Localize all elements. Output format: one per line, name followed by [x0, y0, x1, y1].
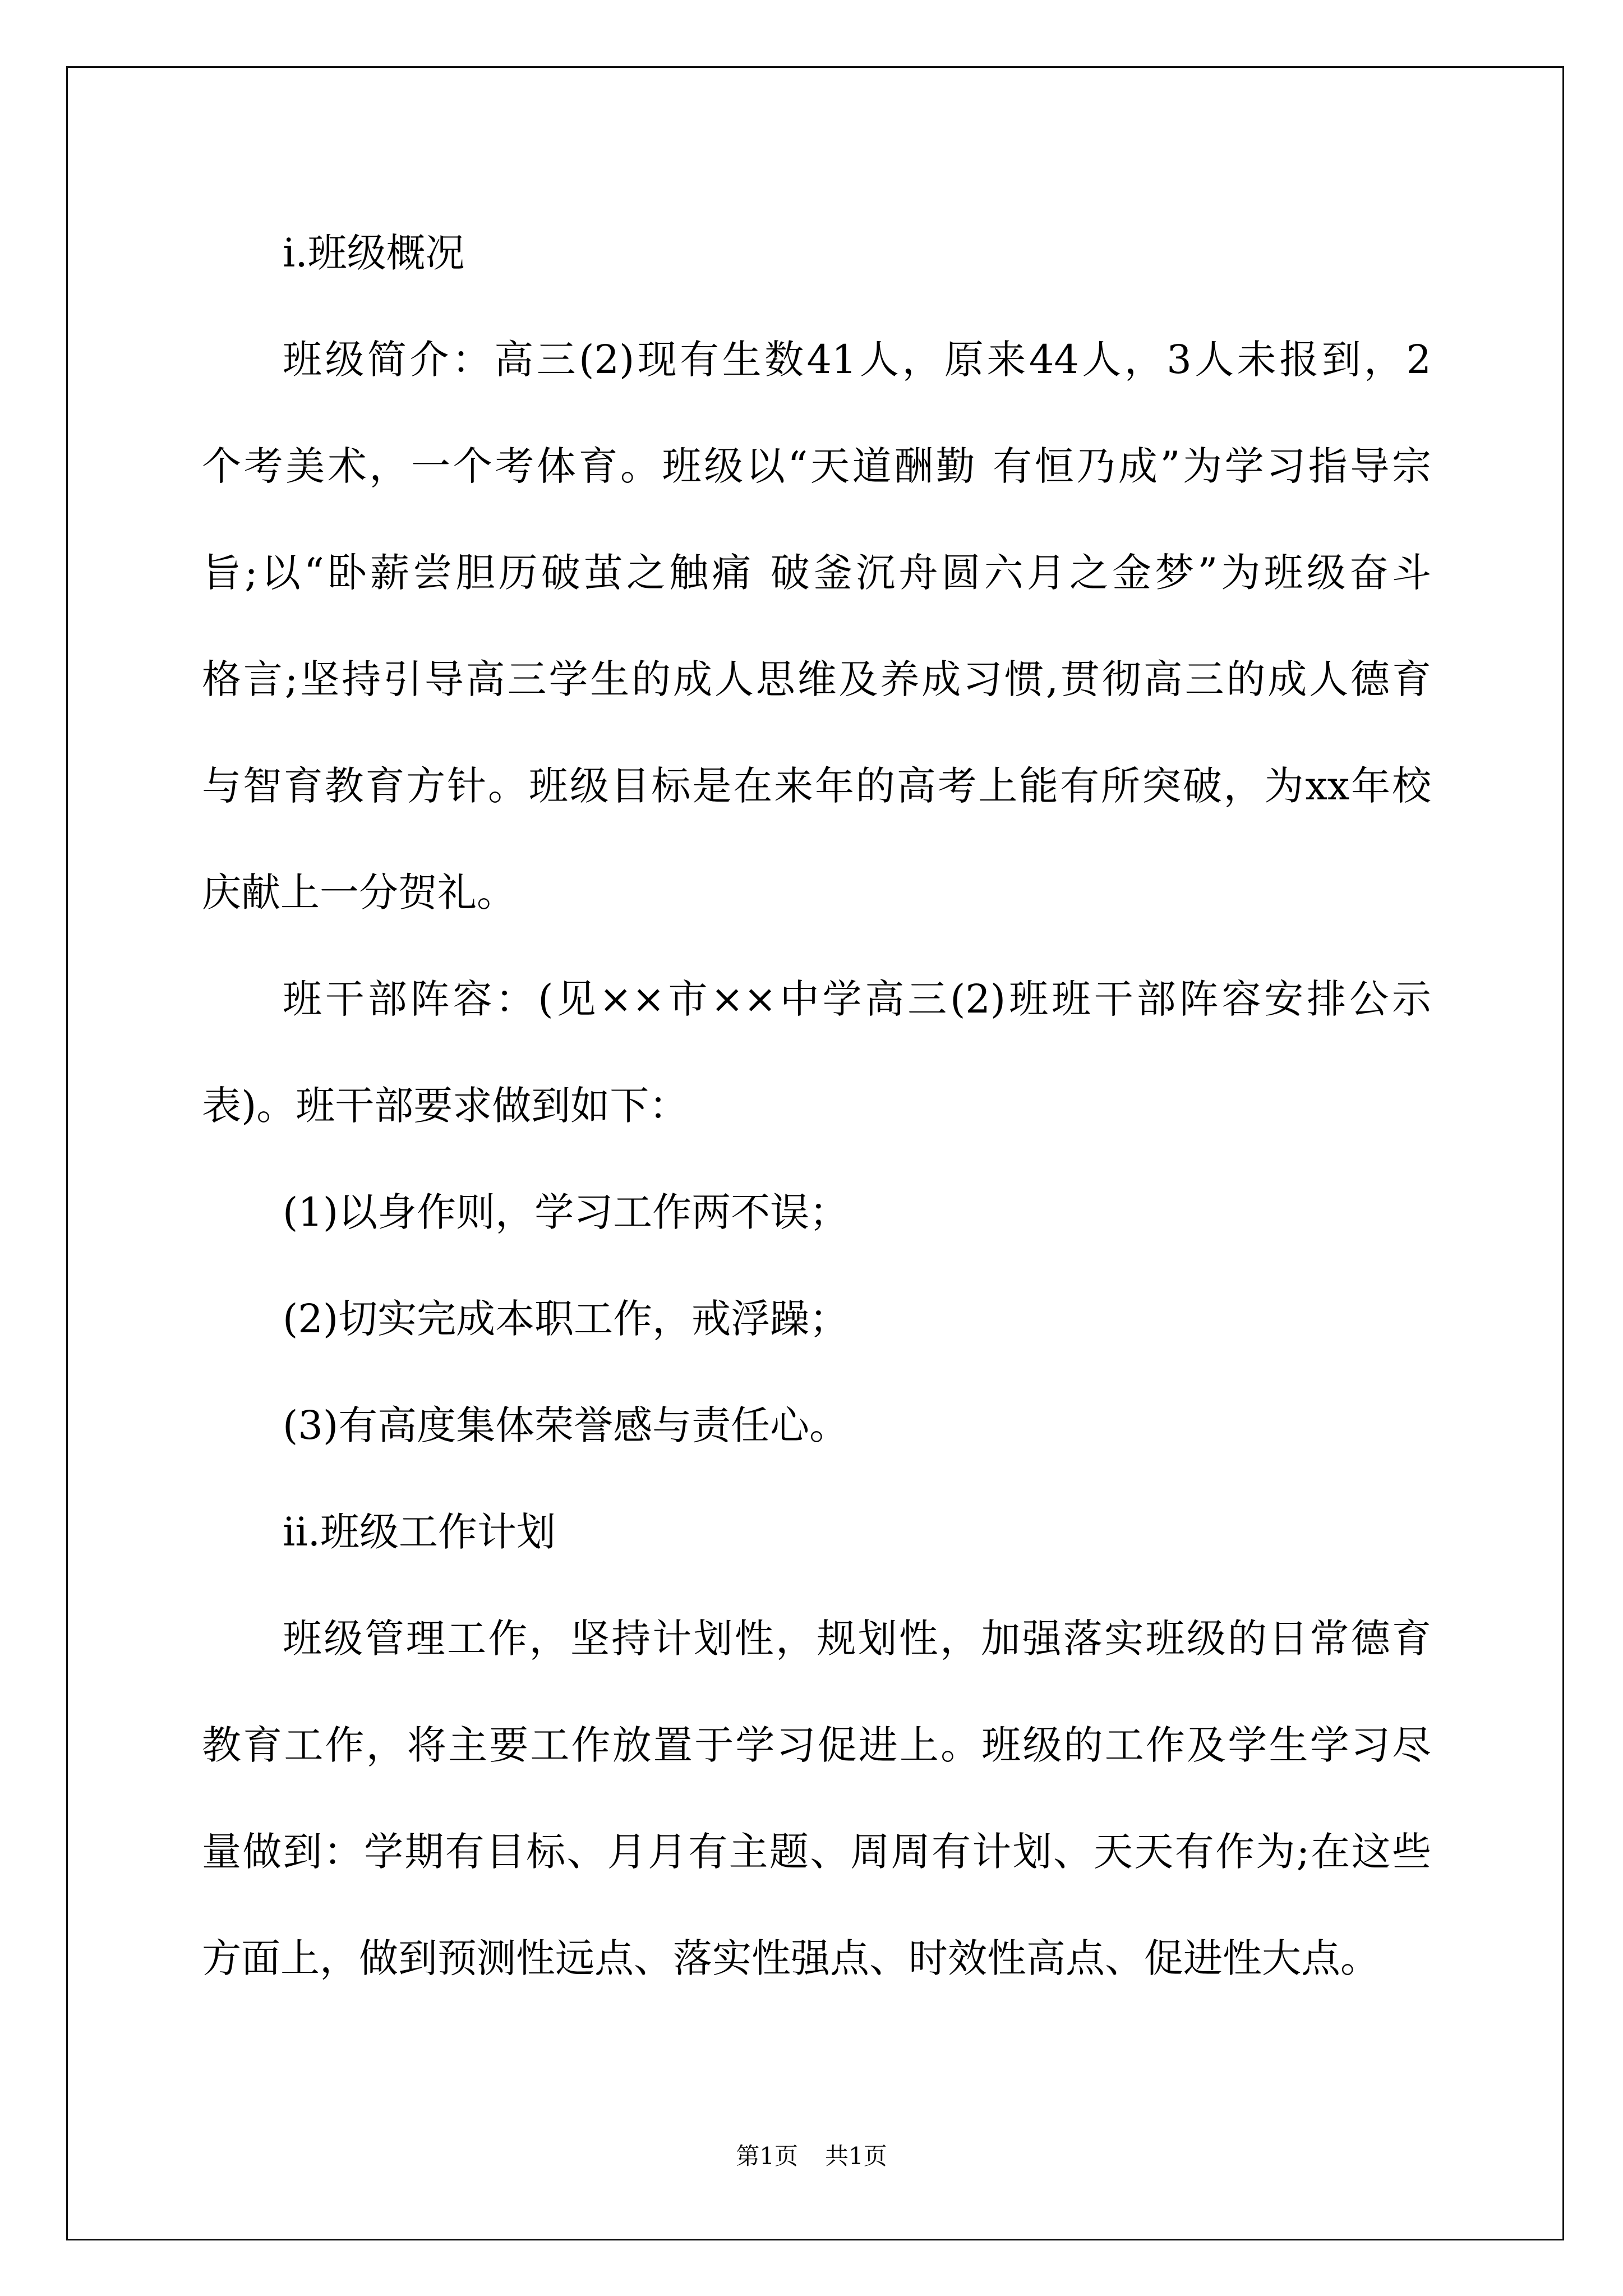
- paragraph-line: 班级管理工作，坚持计划性，规划性，加强落实班级的日常德育: [283, 1616, 1431, 1662]
- section-heading: ⅰ.班级概况: [283, 230, 465, 276]
- paragraph-class-management: [202, 1585, 1431, 2012]
- list-item-requirement-3: [202, 1372, 1431, 1479]
- list-item-requirement-1: [202, 1159, 1431, 1266]
- paragraph-line: 量做到：学期有目标、月月有主题、周周有计划、天天有作为;在这些: [202, 1829, 1431, 1875]
- page-total-label: 共1页: [825, 2142, 887, 2170]
- paragraph-line: 班干部阵容：(见××市××中学高三(2)班班干部阵容安排公示: [283, 976, 1431, 1022]
- paragraph-line: 个考美术，一个考体育。班级以“天道酬勤 有恒乃成”为学习指导宗: [202, 443, 1431, 489]
- paragraph-line: 方面上，做到预测性远点、落实性强点、时效性高点、促进性大点。: [202, 1935, 1380, 1981]
- list-item-requirement-2: [202, 1266, 1431, 1372]
- section-class-overview: [202, 200, 1431, 1479]
- page-number-label: 第1页: [736, 2142, 798, 2170]
- paragraph-line: 庆献上一分贺礼。: [202, 869, 516, 915]
- paragraph-line: 与智育教育方针。班级目标是在来年的高考上能有所突破，为xx年校: [202, 763, 1432, 809]
- document-body: [202, 200, 1431, 2012]
- paragraph-line: 旨;以“卧薪尝胆历破茧之触痛 破釜沉舟圆六月之金梦”为班级奋斗: [202, 550, 1431, 596]
- paragraph-class-intro: [202, 306, 1431, 946]
- paragraph-line: 教育工作，将主要工作放置于学习促进上。班级的工作及学生学习尽: [202, 1722, 1431, 1768]
- paragraph-line: 格言;坚持引导高三学生的成人思维及养成习惯,贯彻高三的成人德育: [202, 656, 1431, 702]
- paragraph-line: (3)有高度集体荣誉感与责任心。: [283, 1402, 849, 1448]
- paragraph-line: 表)。班干部要求做到如下：: [202, 1083, 689, 1129]
- section-class-work-plan: [202, 1479, 1431, 2012]
- paragraph-class-cadres: [202, 946, 1431, 1159]
- section-heading: ⅱ.班级工作计划: [283, 1509, 556, 1555]
- paragraph-line: (1)以身作则，学习工作两不误；: [283, 1189, 849, 1235]
- paragraph-line: 班级简介：高三(2)现有生数41人，原来44人，3人未报到，2: [283, 337, 1431, 383]
- page-footer: [0, 2139, 1623, 2173]
- paragraph-line: (2)切实完成本职工作，戒浮躁；: [283, 1296, 849, 1342]
